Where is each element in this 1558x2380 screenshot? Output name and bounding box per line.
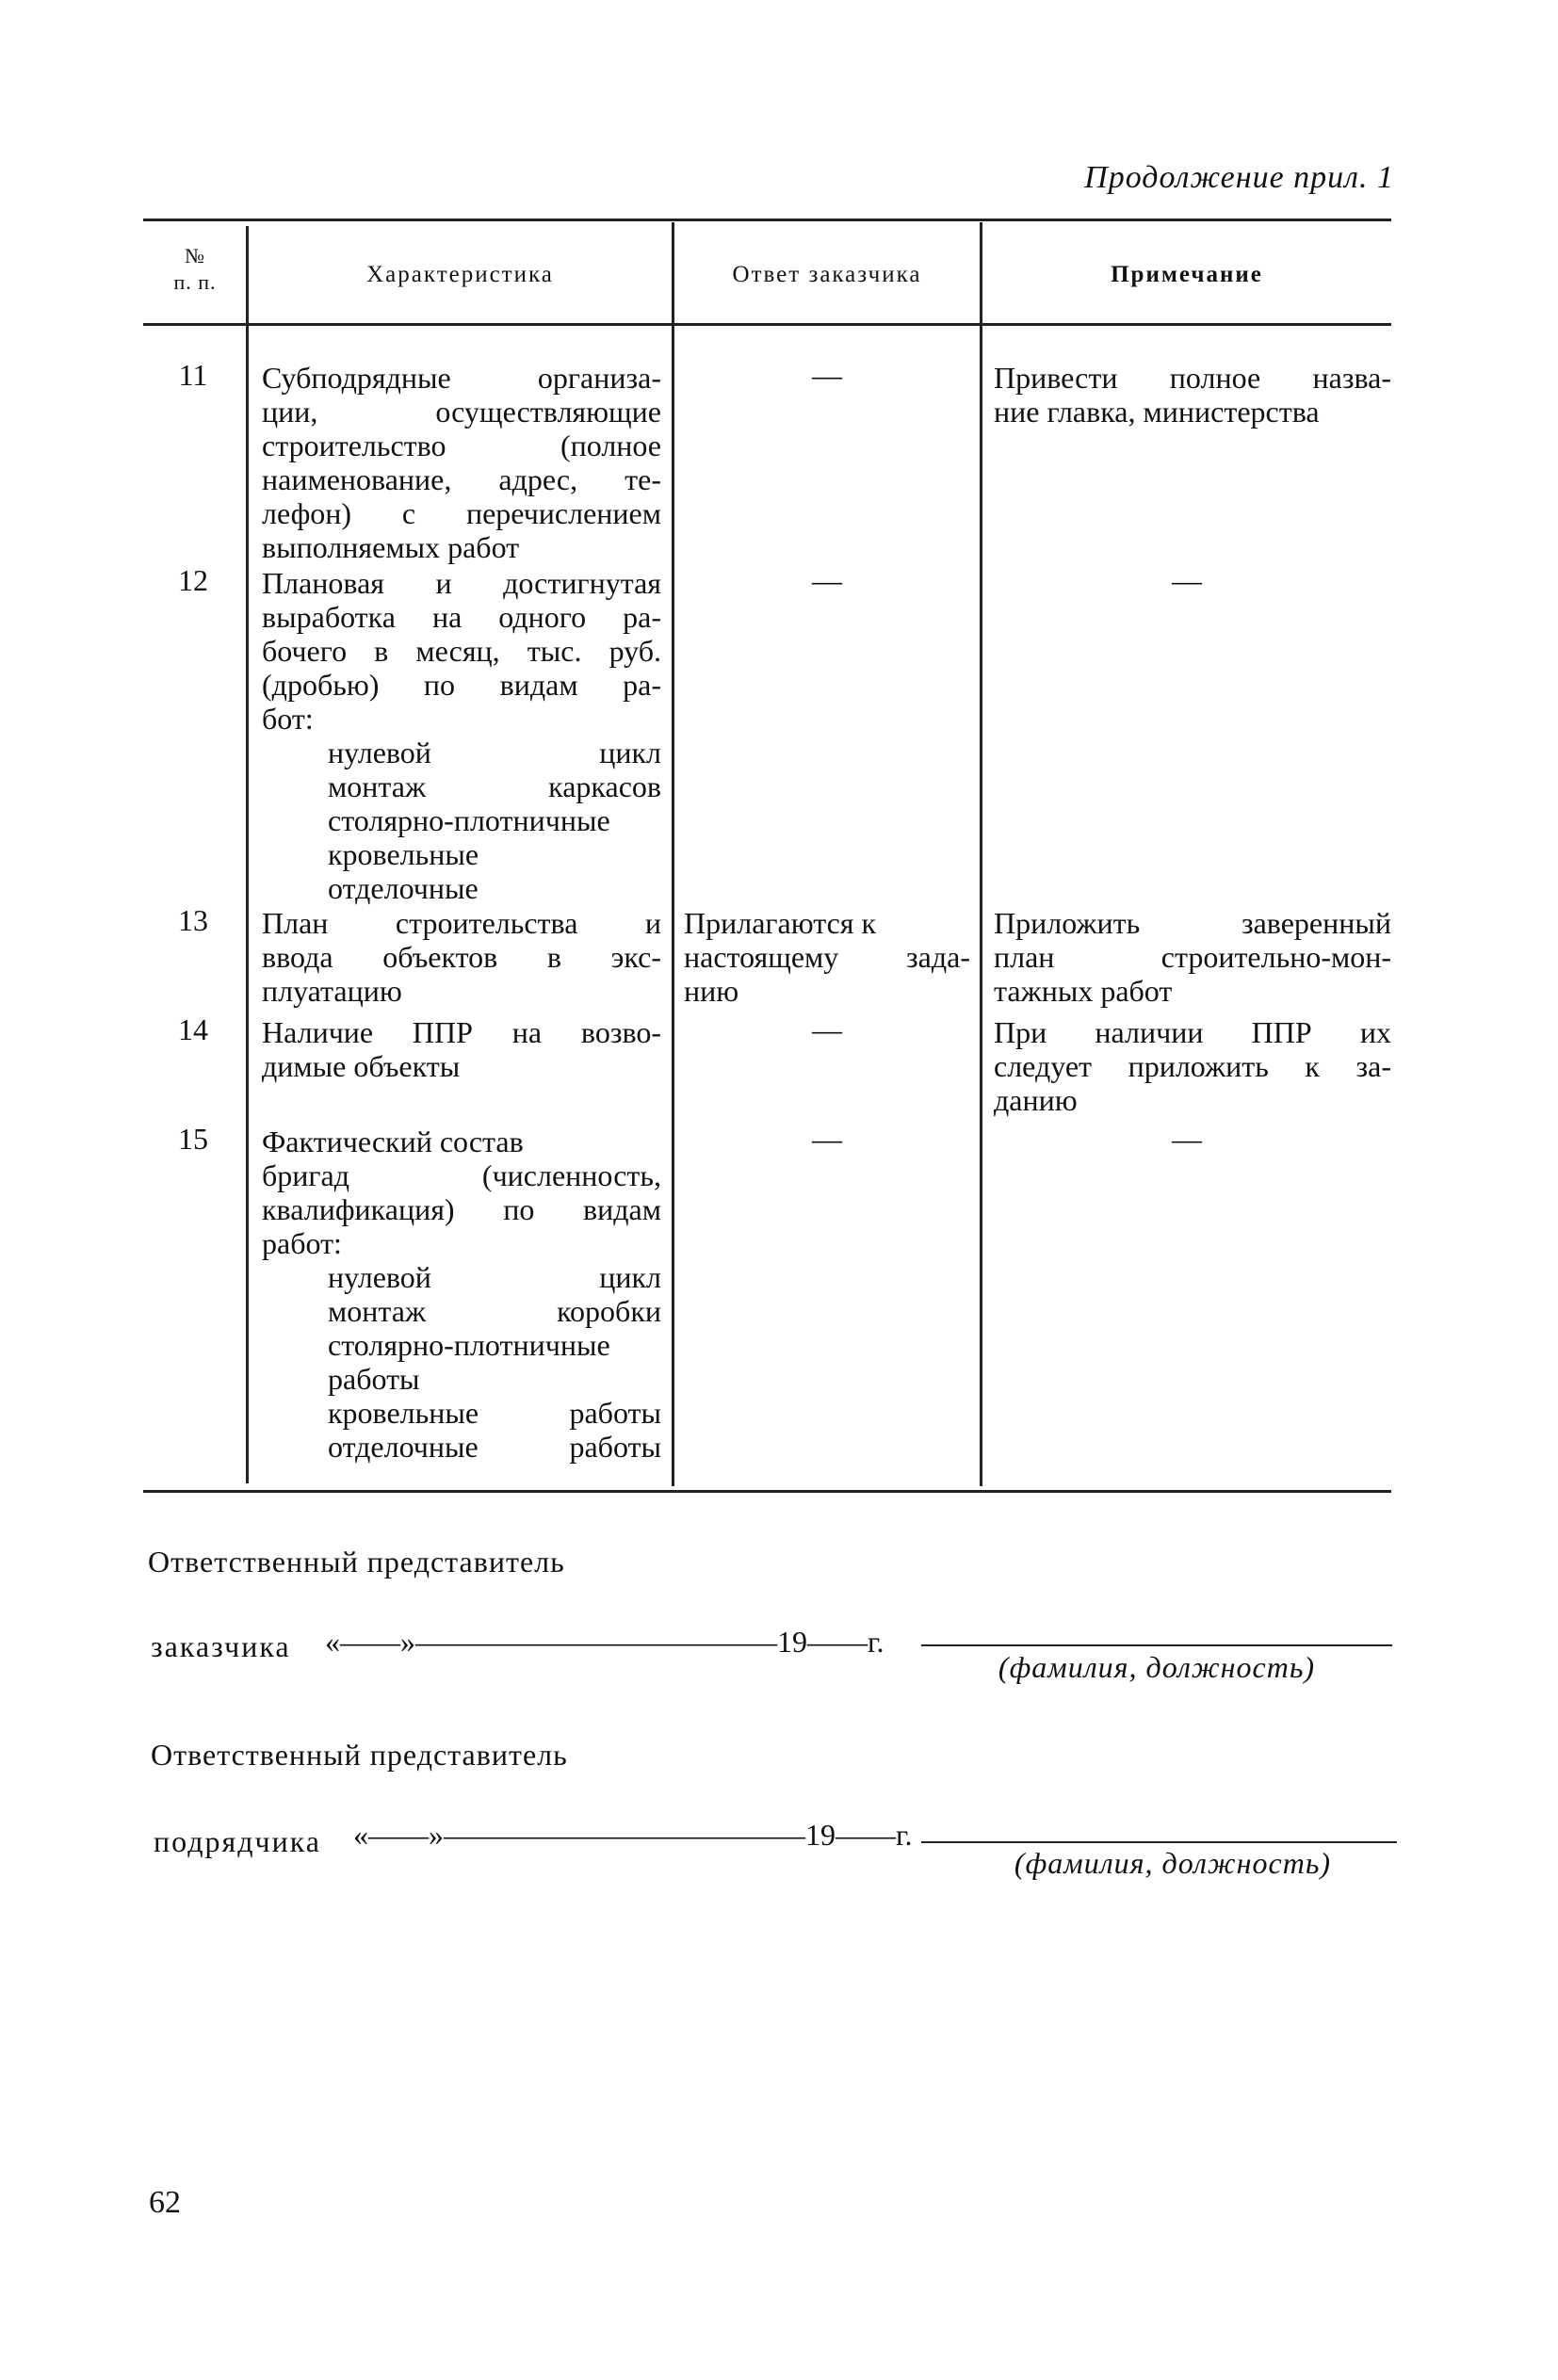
answer-dash: — bbox=[812, 358, 842, 392]
text-line: ввода объектов в экс- bbox=[262, 940, 661, 974]
text-line: тажных работ bbox=[994, 974, 1173, 1008]
list-item: кровельные работы bbox=[328, 1396, 661, 1430]
page-number: 62 bbox=[149, 2185, 181, 2220]
row-characteristic bbox=[262, 361, 661, 564]
signature-caption-contractor: (фамилия, должность) bbox=[1014, 1846, 1332, 1880]
text-line: ние главка, министерства bbox=[994, 395, 1320, 429]
list-item: столярно-плотничные bbox=[328, 803, 610, 837]
text-line: (дробью) по видам ра- bbox=[262, 668, 661, 702]
row-answer bbox=[684, 906, 970, 1008]
row-characteristic bbox=[262, 1015, 661, 1083]
signature-date-contractor: «——»————————————19——г. bbox=[353, 1818, 913, 1852]
row-number: 13 bbox=[178, 903, 208, 937]
text-line: выполняемых работ bbox=[262, 530, 520, 564]
list-item: нулевой цикл bbox=[328, 1260, 661, 1294]
list-item: работы bbox=[328, 1362, 420, 1396]
text-line: димые объекты bbox=[262, 1049, 461, 1083]
text-line: выработка на одного ра- bbox=[262, 600, 661, 634]
list-item: монтаж каркасов bbox=[328, 769, 661, 803]
text-line: Наличие ППР на возво- bbox=[262, 1015, 661, 1049]
text-line: ции, осуществляющие bbox=[262, 395, 661, 429]
answer-dash: — bbox=[812, 1122, 842, 1156]
text-line: Приложить заверенный bbox=[994, 906, 1391, 940]
text-line: Фактический состав bbox=[262, 1125, 524, 1158]
list-item: нулевой цикл bbox=[328, 736, 661, 769]
answer-dash: — bbox=[812, 1012, 842, 1046]
text-line: настоящему зада- bbox=[684, 940, 970, 974]
answer-dash: — bbox=[812, 563, 842, 597]
row-characteristic bbox=[262, 1125, 661, 1464]
text-line: План строительства и bbox=[262, 906, 661, 940]
text-line: работ: bbox=[262, 1226, 342, 1260]
signature-line-customer bbox=[921, 1644, 1392, 1646]
signature-role-contractor: подрядчика bbox=[154, 1824, 321, 1858]
header-customer-answer: Ответ заказчика bbox=[732, 262, 922, 287]
signature-date-customer: «——»————————————19——г. bbox=[325, 1625, 884, 1659]
header-num bbox=[143, 243, 247, 296]
row-note bbox=[994, 906, 1391, 1008]
row-note bbox=[994, 361, 1391, 429]
row-number: 12 bbox=[178, 563, 208, 597]
row-note bbox=[994, 1015, 1391, 1117]
column-divider-3 bbox=[980, 222, 982, 1486]
signature-title-customer: Ответственный представитель bbox=[148, 1545, 565, 1579]
text-line: следует приложить к за- bbox=[994, 1049, 1391, 1083]
text-line: плуатацию bbox=[262, 974, 402, 1008]
list-item: столярно-плотничные bbox=[328, 1328, 610, 1362]
row-number: 15 bbox=[178, 1122, 208, 1156]
text-line: Плановая и достигнутая bbox=[262, 566, 661, 600]
table-header-border bbox=[143, 323, 1391, 326]
text-line: квалификация) по видам bbox=[262, 1192, 661, 1226]
header-num-abbr: п. п. bbox=[173, 270, 217, 294]
list-item: кровельные bbox=[328, 837, 479, 871]
note-dash: — bbox=[1172, 1122, 1202, 1156]
text-line: Привести полное назва- bbox=[994, 361, 1391, 395]
text-line: бочего в месяц, тыс. руб. bbox=[262, 634, 661, 668]
column-divider-1 bbox=[246, 226, 249, 1483]
signature-role-customer: заказчика bbox=[151, 1629, 291, 1663]
signature-line-contractor bbox=[921, 1841, 1397, 1843]
text-line: лефон) с перечислением bbox=[262, 496, 661, 530]
signature-caption-customer: (фамилия, должность) bbox=[998, 1650, 1316, 1684]
text-line: нию bbox=[684, 974, 739, 1008]
list-item: отделочные работы bbox=[328, 1430, 661, 1464]
text-line: Субподрядные организа- bbox=[262, 361, 661, 395]
text-line: строительство (полное bbox=[262, 429, 661, 462]
header-note: Примечание bbox=[1111, 262, 1263, 287]
table-bottom-border bbox=[143, 1490, 1391, 1493]
signature-title-contractor: Ответственный представитель bbox=[151, 1738, 568, 1772]
header-num-symbol: № bbox=[185, 244, 205, 267]
text-line: бот: bbox=[262, 702, 314, 736]
table-top-border bbox=[143, 219, 1391, 221]
row-number: 11 bbox=[178, 358, 208, 392]
list-item: монтаж коробки bbox=[328, 1294, 661, 1328]
text-line: план строительно-мон- bbox=[994, 940, 1391, 974]
row-characteristic bbox=[262, 906, 661, 1008]
text-line: Прилагаются к bbox=[684, 906, 877, 940]
list-item: отделочные bbox=[328, 871, 479, 905]
row-characteristic bbox=[262, 566, 661, 905]
text-line: бригад (численность, bbox=[262, 1158, 661, 1192]
continuation-note: Продолжение прил. 1 bbox=[1084, 160, 1394, 195]
row-number: 14 bbox=[178, 1012, 208, 1046]
header-characteristic: Характеристика bbox=[366, 262, 554, 287]
text-line: данию bbox=[994, 1083, 1078, 1117]
text-line: наименование, адрес, те- bbox=[262, 462, 661, 496]
text-line: При наличии ППР их bbox=[994, 1015, 1391, 1049]
note-dash: — bbox=[1172, 563, 1202, 597]
column-divider-2 bbox=[672, 222, 674, 1486]
